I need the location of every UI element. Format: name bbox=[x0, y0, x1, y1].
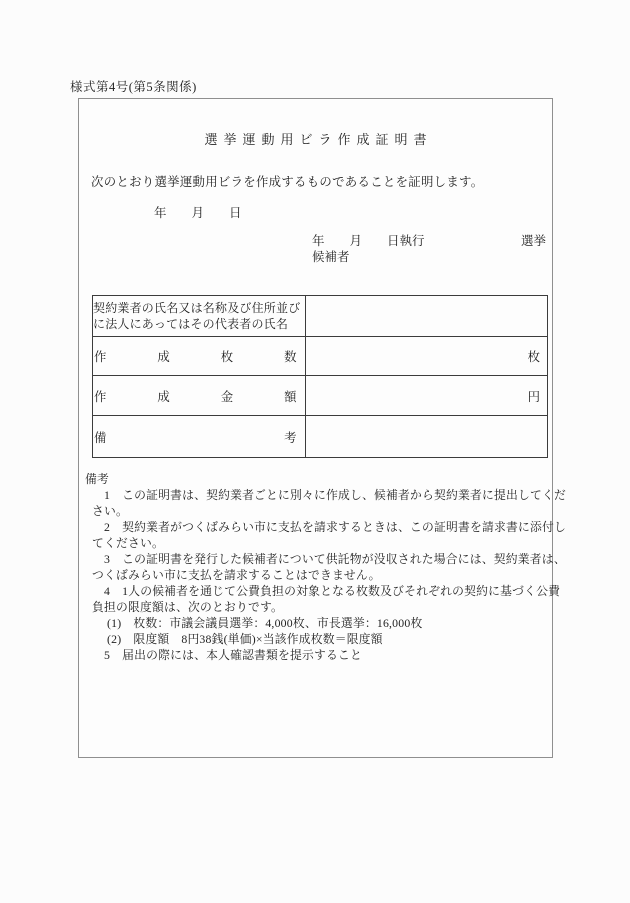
election-block bbox=[312, 233, 546, 265]
note-line-3b: つくばみらい市に支払を請求することはできません。 bbox=[92, 568, 381, 582]
note-line-2b: てください。 bbox=[92, 536, 164, 550]
note-line-2: 2 契約業者がつくばみらい市に支払を請求するときは、この証明書を請求書に添付し bbox=[104, 520, 566, 534]
amount-value-cell bbox=[306, 376, 548, 416]
notes-header: 備考 bbox=[85, 472, 109, 486]
amount-label-cell bbox=[93, 376, 306, 416]
remarks-label: 備考 bbox=[94, 430, 297, 445]
sheet-count-unit: 枚 bbox=[527, 350, 540, 364]
sheet-count-label-cell bbox=[93, 337, 306, 376]
remarks-value-cell bbox=[306, 416, 548, 458]
sheet-count-value-cell bbox=[306, 337, 548, 376]
certificate-title: 選挙運動用ビラ作成証明書 bbox=[204, 132, 433, 147]
table-row-sheet-count bbox=[93, 337, 548, 376]
table-row-amount bbox=[93, 376, 548, 416]
amount-label: 作成金額 bbox=[94, 389, 297, 404]
table-row-remarks bbox=[93, 416, 548, 458]
election-date-text: 年 月 日執行 bbox=[312, 234, 425, 248]
contractor-name-label-cell bbox=[93, 296, 306, 337]
certificate-statement: 次のとおり選挙運動用ビラを作成するものであることを証明します。 bbox=[91, 175, 484, 189]
note-line-5: 5 届出の際には、本人確認書類を提示すること bbox=[104, 648, 363, 662]
contractor-label-line2: に法人にあってはその代表者の氏名 bbox=[93, 317, 289, 331]
note-line-4-1: (1) 枚数：市議会議員選挙：4,000枚、市長選挙：16,000枚 bbox=[107, 616, 423, 630]
form-number-label: 様式第4号(第5条関係) bbox=[70, 80, 197, 94]
note-line-3: 3 この証明書を発行した候補者について供託物が没収された場合には、契約業者は、 bbox=[104, 552, 566, 566]
table-row-contractor bbox=[93, 296, 548, 337]
remarks-label-cell bbox=[93, 416, 306, 458]
note-line-1b: さい。 bbox=[92, 504, 128, 518]
note-line-4-2: (2) 限度額 8円38銭(単価)×当該作成枚数＝限度額 bbox=[107, 632, 383, 646]
notes-section bbox=[82, 471, 566, 663]
note-line-4: 4 1人の候補者を通じて公費負担の対象となる枚数及びそれぞれの契約に基づく公費 bbox=[104, 584, 561, 598]
contract-table bbox=[92, 295, 548, 458]
note-line-1: 1 この証明書は、契約業者ごとに別々に作成し、候補者から契約業者に提出してくだ bbox=[104, 488, 566, 502]
note-line-4b: 負担の限度額は、次のとおりです。 bbox=[92, 600, 284, 614]
candidate-label: 候補者 bbox=[312, 250, 350, 264]
amount-unit: 円 bbox=[527, 389, 540, 404]
sheet-count-label: 作成枚数 bbox=[94, 350, 297, 364]
certificate-box bbox=[78, 98, 566, 758]
issue-date-line: 年 月 日 bbox=[154, 206, 242, 220]
election-date-line bbox=[312, 233, 546, 249]
election-name-suffix: 選挙 bbox=[520, 234, 546, 248]
contractor-label-line1: 契約業者の氏名又は名称及び住所並び bbox=[93, 301, 301, 315]
contractor-name-value-cell bbox=[306, 296, 548, 337]
